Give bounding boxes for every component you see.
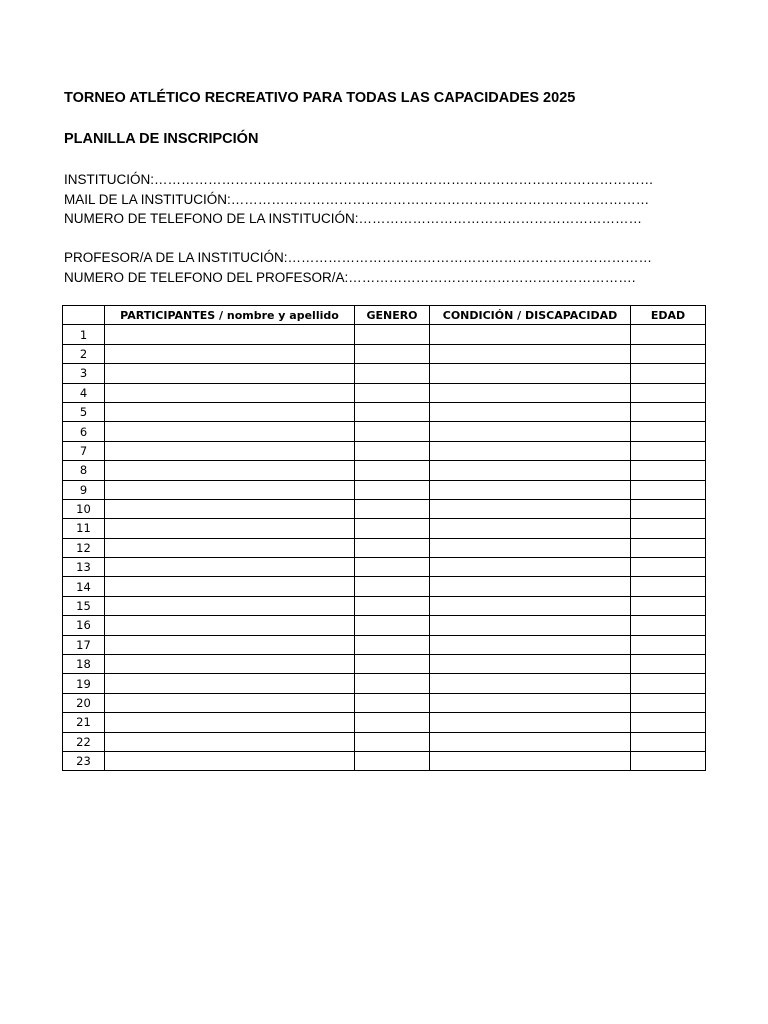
table-row — [63, 655, 706, 674]
gender-cell[interactable] — [355, 751, 430, 770]
table-row — [63, 616, 706, 635]
condition-cell[interactable] — [430, 364, 631, 383]
condition-cell[interactable] — [430, 616, 631, 635]
header-age: EDAD — [631, 306, 706, 325]
document-subtitle: PLANILLA DE INSCRIPCIÓN — [64, 131, 259, 147]
teacher-fields — [64, 248, 704, 287]
age-cell[interactable] — [631, 499, 706, 518]
participant-name-cell[interactable] — [105, 325, 355, 344]
participant-name-cell[interactable] — [105, 441, 355, 460]
row-number: 13 — [63, 558, 105, 577]
age-cell[interactable] — [631, 461, 706, 480]
row-number: 7 — [63, 441, 105, 460]
age-cell[interactable] — [631, 344, 706, 363]
age-cell[interactable] — [631, 693, 706, 712]
age-cell[interactable] — [631, 364, 706, 383]
age-cell[interactable] — [631, 519, 706, 538]
gender-cell[interactable] — [355, 693, 430, 712]
table-row — [63, 635, 706, 654]
condition-cell[interactable] — [430, 693, 631, 712]
row-number: 10 — [63, 499, 105, 518]
teacher-phone-field[interactable]: NUMERO DE TELEFONO DEL PROFESOR/A:………………………………………………………. — [64, 269, 636, 285]
gender-cell[interactable] — [355, 732, 430, 751]
participant-name-cell[interactable] — [105, 499, 355, 518]
age-cell[interactable] — [631, 538, 706, 557]
table-row — [63, 713, 706, 732]
table-row — [63, 422, 706, 441]
table-row — [63, 480, 706, 499]
row-number: 15 — [63, 596, 105, 615]
participant-name-cell[interactable] — [105, 558, 355, 577]
row-number: 18 — [63, 655, 105, 674]
gender-cell[interactable] — [355, 499, 430, 518]
gender-cell[interactable] — [355, 596, 430, 615]
row-number: 22 — [63, 732, 105, 751]
condition-cell[interactable] — [430, 402, 631, 421]
table-row — [63, 402, 706, 421]
participant-name-cell[interactable] — [105, 674, 355, 693]
age-cell[interactable] — [631, 732, 706, 751]
condition-cell[interactable] — [430, 558, 631, 577]
gender-cell[interactable] — [355, 364, 430, 383]
condition-cell[interactable] — [430, 577, 631, 596]
age-cell[interactable] — [631, 616, 706, 635]
header-condition: CONDICIÓN / DISCAPACIDAD — [430, 306, 631, 325]
gender-cell[interactable] — [355, 441, 430, 460]
participant-name-cell[interactable] — [105, 538, 355, 557]
participant-name-cell[interactable] — [105, 713, 355, 732]
header-number — [63, 306, 105, 325]
participant-name-cell[interactable] — [105, 596, 355, 615]
condition-cell[interactable] — [430, 383, 631, 402]
row-number: 21 — [63, 713, 105, 732]
institution-email-field[interactable]: MAIL DE LA INSTITUCIÓN:………………………………………………………………………………… — [64, 191, 650, 207]
age-cell[interactable] — [631, 383, 706, 402]
row-number: 8 — [63, 461, 105, 480]
condition-cell[interactable] — [430, 499, 631, 518]
condition-cell[interactable] — [430, 441, 631, 460]
participant-name-cell[interactable] — [105, 616, 355, 635]
institution-phone-field[interactable]: NUMERO DE TELEFONO DE LA INSTITUCIÓN:……………………………………………………… — [64, 211, 643, 226]
condition-cell[interactable] — [430, 674, 631, 693]
age-cell[interactable] — [631, 655, 706, 674]
gender-cell[interactable] — [355, 538, 430, 557]
gender-cell[interactable] — [355, 674, 430, 693]
participant-name-cell[interactable] — [105, 480, 355, 499]
participant-name-cell[interactable] — [105, 402, 355, 421]
row-number: 11 — [63, 519, 105, 538]
institution-fields — [64, 170, 704, 229]
header-participants: PARTICIPANTES / nombre y apellido — [105, 306, 355, 325]
table-body — [63, 325, 706, 771]
condition-cell[interactable] — [430, 519, 631, 538]
participant-name-cell[interactable] — [105, 751, 355, 770]
table-row — [63, 732, 706, 751]
table-row — [63, 325, 706, 344]
teacher-name-field[interactable]: PROFESOR/A DE LA INSTITUCIÓN:……………………………………………………………………… — [64, 250, 653, 265]
gender-cell[interactable] — [355, 635, 430, 654]
row-number: 9 — [63, 480, 105, 499]
row-number: 17 — [63, 635, 105, 654]
age-cell[interactable] — [631, 441, 706, 460]
row-number: 16 — [63, 616, 105, 635]
gender-cell[interactable] — [355, 402, 430, 421]
table-row — [63, 596, 706, 615]
table-row — [63, 461, 706, 480]
table-row — [63, 693, 706, 712]
row-number: 1 — [63, 325, 105, 344]
gender-cell[interactable] — [355, 577, 430, 596]
table-row — [63, 499, 706, 518]
age-cell[interactable] — [631, 402, 706, 421]
row-number: 23 — [63, 751, 105, 770]
header-gender: GENERO — [355, 306, 430, 325]
row-number: 6 — [63, 422, 105, 441]
gender-cell[interactable] — [355, 655, 430, 674]
participant-name-cell[interactable] — [105, 461, 355, 480]
age-cell[interactable] — [631, 558, 706, 577]
condition-cell[interactable] — [430, 538, 631, 557]
participant-name-cell[interactable] — [105, 693, 355, 712]
gender-cell[interactable] — [355, 713, 430, 732]
participant-name-cell[interactable] — [105, 655, 355, 674]
table-row — [63, 519, 706, 538]
age-cell[interactable] — [631, 713, 706, 732]
gender-cell[interactable] — [355, 325, 430, 344]
age-cell[interactable] — [631, 480, 706, 499]
condition-cell[interactable] — [430, 635, 631, 654]
table-row — [63, 674, 706, 693]
age-cell[interactable] — [631, 635, 706, 654]
age-cell[interactable] — [631, 751, 706, 770]
table-row — [63, 577, 706, 596]
age-cell[interactable] — [631, 325, 706, 344]
table-header-row — [63, 306, 706, 325]
participant-name-cell[interactable] — [105, 635, 355, 654]
table-row — [63, 441, 706, 460]
participant-name-cell[interactable] — [105, 577, 355, 596]
condition-cell[interactable] — [430, 480, 631, 499]
table-row — [63, 344, 706, 363]
participants-table — [62, 305, 706, 771]
row-number: 14 — [63, 577, 105, 596]
age-cell[interactable] — [631, 674, 706, 693]
participant-name-cell[interactable] — [105, 519, 355, 538]
gender-cell[interactable] — [355, 519, 430, 538]
row-number: 19 — [63, 674, 105, 693]
row-number: 5 — [63, 402, 105, 421]
participant-name-cell[interactable] — [105, 344, 355, 363]
table-row — [63, 383, 706, 402]
gender-cell[interactable] — [355, 616, 430, 635]
participant-name-cell[interactable] — [105, 732, 355, 751]
gender-cell[interactable] — [355, 422, 430, 441]
table-row — [63, 751, 706, 770]
age-cell[interactable] — [631, 596, 706, 615]
participant-name-cell[interactable] — [105, 422, 355, 441]
row-number: 4 — [63, 383, 105, 402]
row-number: 3 — [63, 364, 105, 383]
gender-cell[interactable] — [355, 383, 430, 402]
participant-name-cell[interactable] — [105, 383, 355, 402]
condition-cell[interactable] — [430, 422, 631, 441]
condition-cell[interactable] — [430, 344, 631, 363]
table-row — [63, 364, 706, 383]
gender-cell[interactable] — [355, 558, 430, 577]
document-title: TORNEO ATLÉTICO RECREATIVO PARA TODAS LAS CAPACIDADES 2025 — [64, 90, 576, 106]
age-cell[interactable] — [631, 422, 706, 441]
gender-cell[interactable] — [355, 344, 430, 363]
condition-cell[interactable] — [430, 655, 631, 674]
participant-name-cell[interactable] — [105, 364, 355, 383]
row-number: 20 — [63, 693, 105, 712]
condition-cell[interactable] — [430, 596, 631, 615]
condition-cell[interactable] — [430, 325, 631, 344]
row-number: 12 — [63, 538, 105, 557]
condition-cell[interactable] — [430, 461, 631, 480]
gender-cell[interactable] — [355, 480, 430, 499]
condition-cell[interactable] — [430, 751, 631, 770]
table-row — [63, 538, 706, 557]
condition-cell[interactable] — [430, 732, 631, 751]
table-row — [63, 558, 706, 577]
condition-cell[interactable] — [430, 713, 631, 732]
gender-cell[interactable] — [355, 461, 430, 480]
institution-name-field[interactable]: INSTITUCIÓN:………………………………………………………………………………………………… — [64, 172, 654, 187]
age-cell[interactable] — [631, 577, 706, 596]
row-number: 2 — [63, 344, 105, 363]
